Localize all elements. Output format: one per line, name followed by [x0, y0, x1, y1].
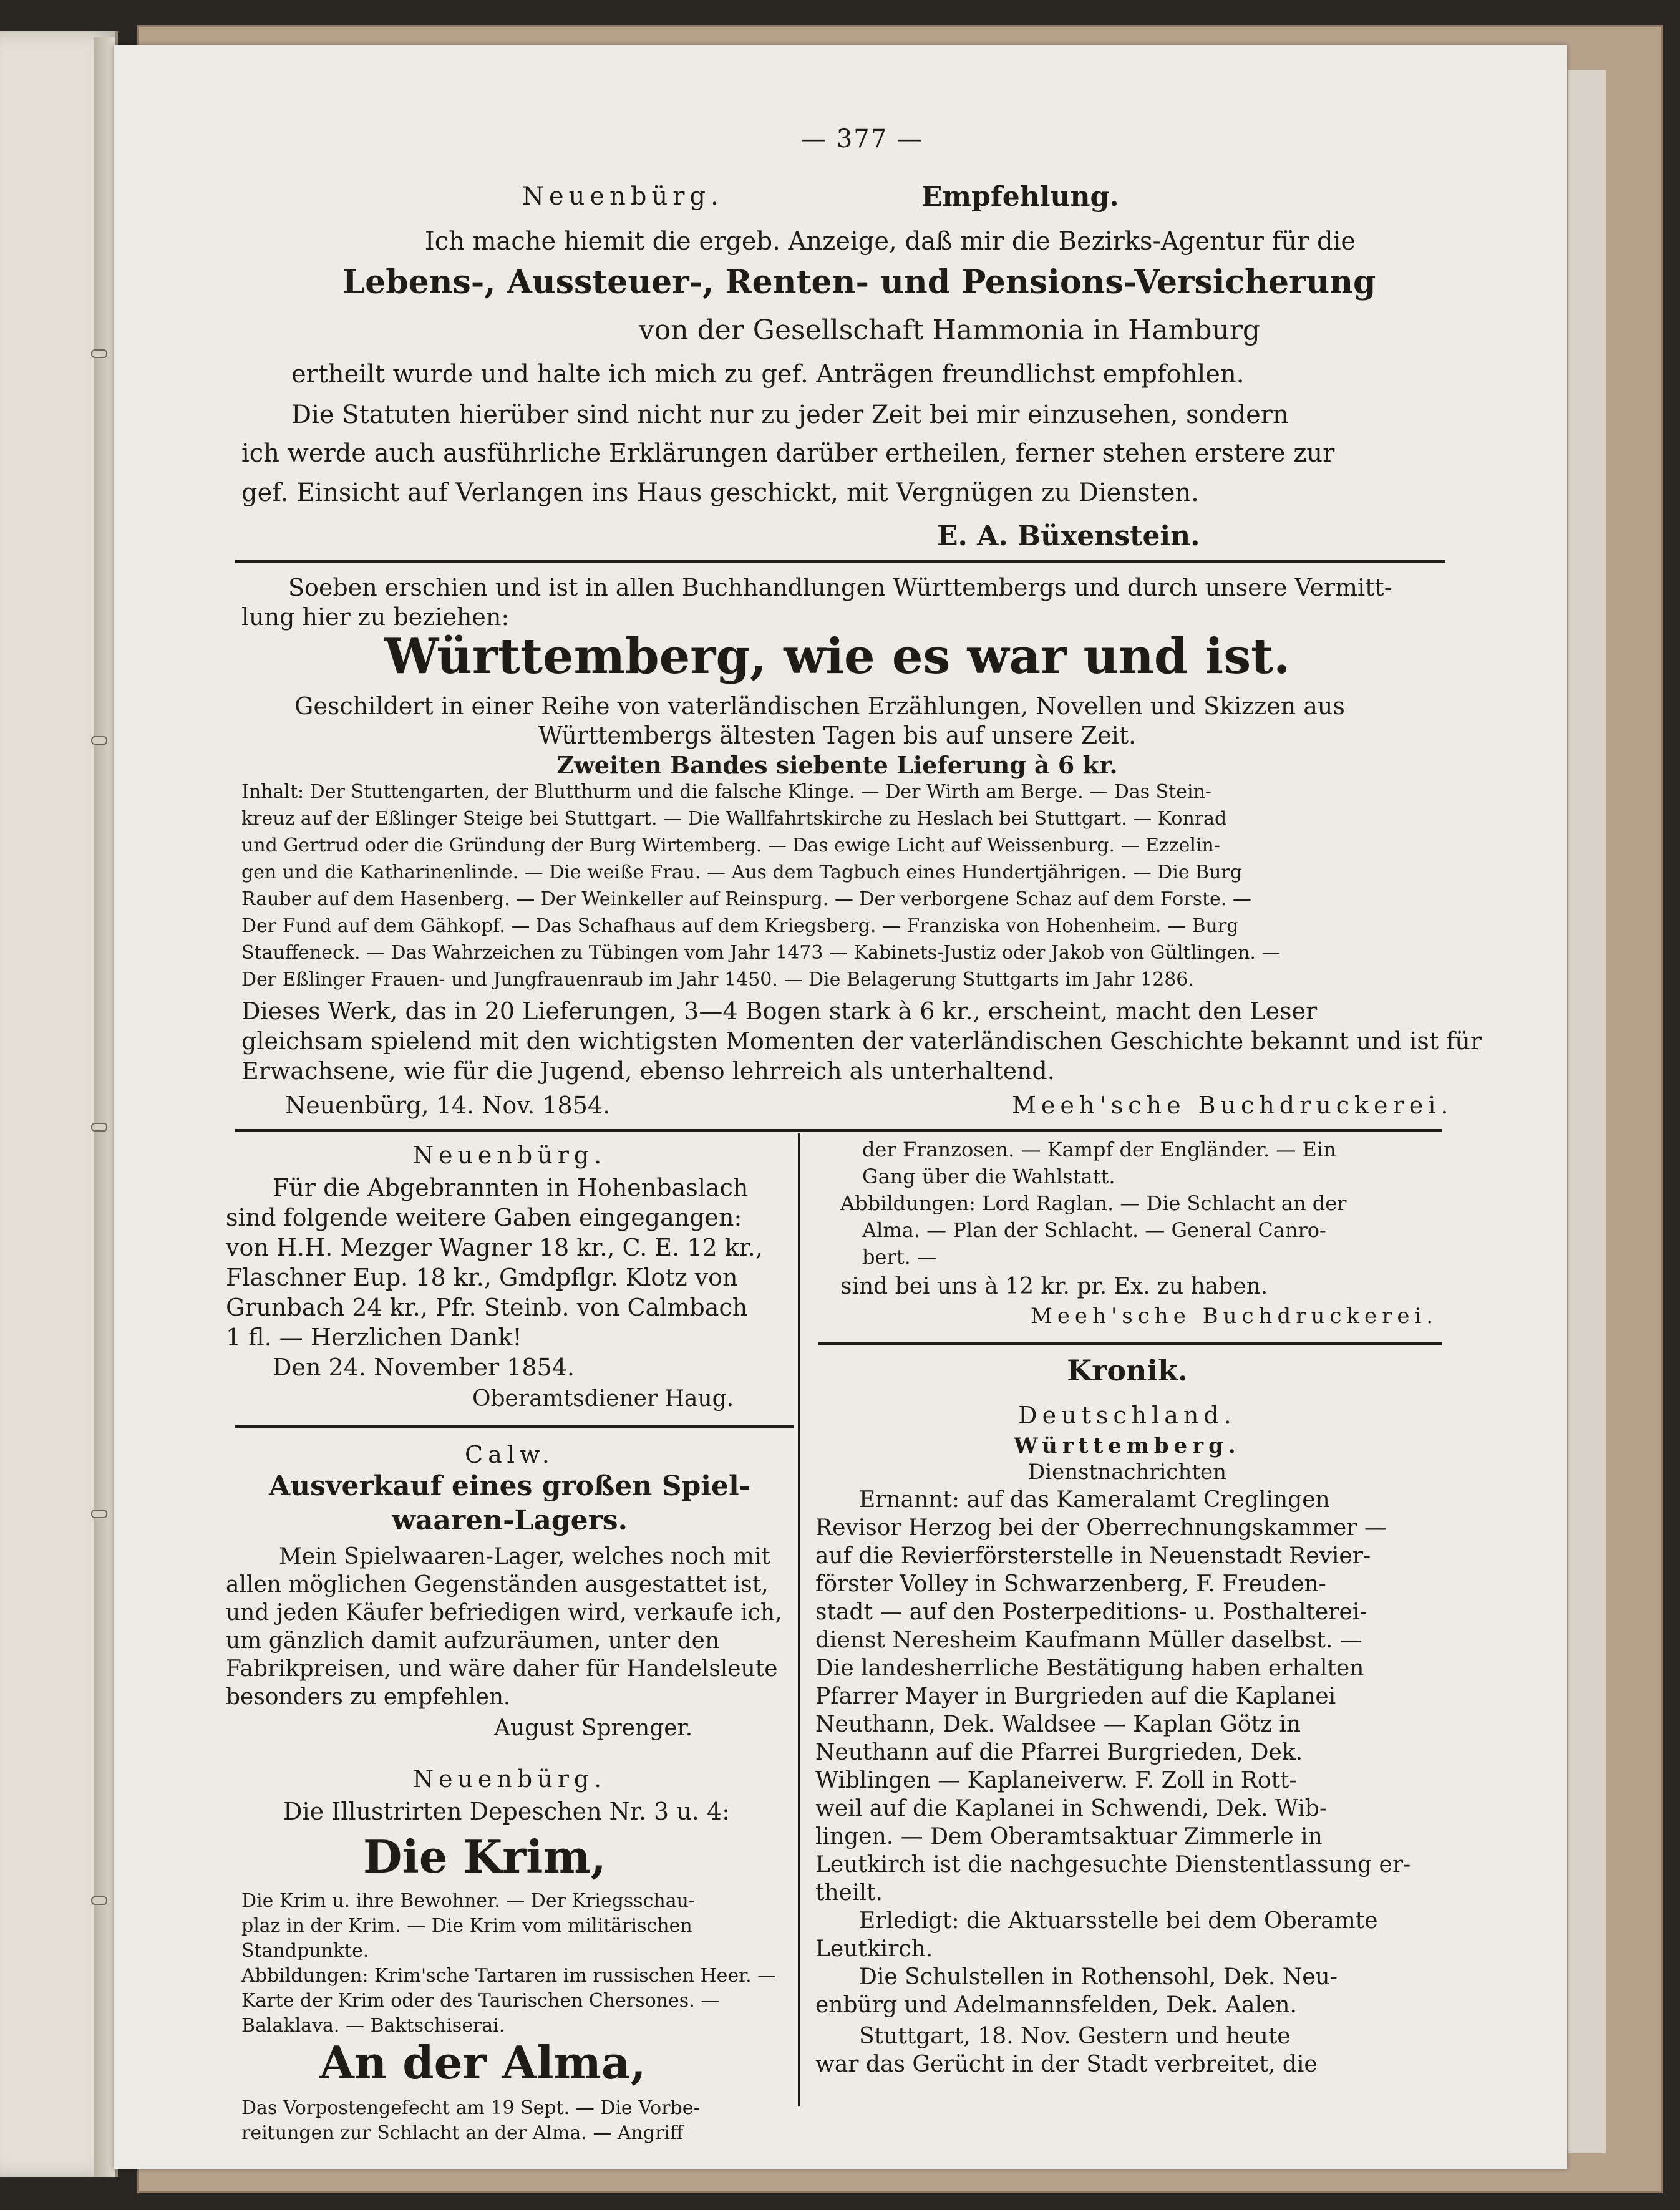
chronicle-state: Württemberg. — [1014, 1433, 1241, 1458]
krim-continued-line: bert. — — [862, 1245, 937, 1269]
chronicle-line: enbürg und Adelmannsfelden, Dek. Aalen. — [815, 1992, 1297, 2018]
chronicle-line: Leutkirch. — [815, 1936, 933, 1962]
ad2-title: Württemberg, wie es war und ist. — [384, 628, 1291, 685]
ad2-contents-line: gen und die Katharinenlinde. — Die weiße Frau. — Aus dem Tagbuch eines Hundertjährigen. — Die Burg — [241, 861, 1243, 883]
krim-continued-line: Alma. — Plan der Schlacht. — General Canro- — [862, 1218, 1326, 1242]
chronicle-line: Die landesherrliche Bestätigung haben erhalten — [815, 1655, 1364, 1681]
chronicle-line: stadt — auf den Posterpeditions- u. Posthalterei- — [815, 1599, 1367, 1625]
ad1-line: ertheilt wurde und halte ich mich zu gef. Anträgen freundlichst empfohlen. — [291, 360, 1245, 389]
ad2-subtitle: Württembergs ältesten Tagen bis auf unsere Zeit. — [538, 722, 1137, 749]
krim-continued-line: Abbildungen: Lord Raglan. — Die Schlacht an der — [840, 1191, 1347, 1215]
ad1-heading: Empfehlung. — [921, 181, 1119, 213]
chronicle-country: Deutschland. — [1018, 1402, 1236, 1429]
ad1-line: ich werde auch ausführliche Erklärungen darüber ertheilen, ferner stehen erstere zur — [241, 439, 1335, 468]
ad2-dateline: Neuenbürg, 14. Nov. 1854. — [285, 1092, 611, 1119]
krim-continued-line: Gang über die Wahlstatt. — [862, 1165, 1115, 1188]
donation-line: 1 fl. — Herzlichen Dank! — [226, 1324, 522, 1351]
chronicle-line: Erledigt: die Aktuarsstelle bei dem Oberamte — [859, 1908, 1378, 1934]
binding-stitch — [91, 349, 107, 358]
chronicle-line: Revisor Herzog bei der Oberrechnungskammer — — [815, 1515, 1387, 1541]
krim-title: Die Krim, — [363, 1830, 606, 1883]
chronicle-line: dienst Neresheim Kaufmann Müller daselbst. — — [815, 1627, 1362, 1653]
ad2-signature: Meeh'sche Buchdruckerei. — [1012, 1092, 1454, 1119]
divider — [235, 1129, 1442, 1132]
ad2-contents-line: kreuz auf der Eßlinger Steige bei Stuttgart. — Die Wallfahrtskirche zu Heslach bei Stuttgart. — Konrad — [241, 808, 1227, 830]
ad1-line: gef. Einsicht auf Verlangen ins Haus geschickt, mit Vergnügen zu Diensten. — [241, 478, 1199, 507]
ad1-line: Ich mache hiemit die ergeb. Anzeige, daß mir die Bezirks-Agentur für die — [424, 227, 1356, 256]
krim-line: Die Krim u. ihre Bewohner. — Der Kriegsschau- — [241, 1890, 696, 1912]
ad2-edition: Zweiten Bandes siebente Lieferung à 6 kr. — [556, 751, 1118, 779]
ad2-body: Erwachsene, wie für die Jugend, ebenso lehrreich als unterhaltend. — [241, 1057, 1055, 1085]
krim-line: Abbildungen: Krim'sche Tartaren im russischen Heer. — — [241, 1965, 777, 1987]
divider — [818, 1342, 1442, 1345]
ad1-company: von der Gesellschaft Hammonia in Hamburg — [638, 314, 1261, 346]
ad2-contents-line: Rauber auf dem Hasenberg. — Der Weinkeller auf Reinspurg. — Der verborgene Schaz auf dem Forste. — — [241, 888, 1251, 910]
toys-heading: waaren-Lagers. — [392, 1505, 628, 1536]
chronicle-line: war das Gerücht in der Stadt verbreitet, die — [815, 2052, 1318, 2077]
ad1-insurance-types: Lebens-, Aussteuer-, Renten- und Pensions-Versicherung — [342, 263, 1376, 301]
alma-line: Das Vorpostengefecht am 19 Sept. — Die Vorbe- — [241, 2097, 700, 2119]
chronicle-line: Neuthann auf die Pfarrei Burgrieden, Dek. — [815, 1740, 1303, 1765]
chronicle-line: theilt. — [815, 1880, 883, 1906]
column-divider — [798, 1133, 800, 2106]
divider — [235, 1425, 794, 1428]
chronicle-line: auf die Revierförsterstelle in Neuenstadt Revier- — [815, 1543, 1371, 1569]
toys-line: und jeden Käufer befriedigen wird, verkaufe ich, — [226, 1600, 782, 1626]
ad2-contents-line: Der Fund auf dem Gähkopf. — Das Schafhaus auf dem Kriegsberg. — Franziska von Hohenheim. — Burg — [241, 915, 1239, 937]
toys-line: allen möglichen Gegenständen ausgestattet ist, — [226, 1572, 769, 1597]
krim-line: plaz in der Krim. — Die Krim vom militärischen — [241, 1915, 692, 1937]
chronicle-line: weil auf die Kaplanei in Schwendi, Dek. Wib- — [815, 1796, 1328, 1821]
chronicle-line: Pfarrer Mayer in Burgrieden auf die Kaplanei — [815, 1684, 1336, 1709]
toys-line: Fabrikpreisen, und wäre daher für Handelsleute — [226, 1656, 778, 1682]
ad2-contents-line: Stauffeneck. — Das Wahrzeichen zu Tübingen vom Jahr 1473 — Kabinets-Justiz oder Jakob von Gültlingen. — — [241, 942, 1281, 964]
newspaper-page — [114, 45, 1567, 2169]
krim-line: Karte der Krim oder des Taurischen Chersones. — — [241, 1990, 720, 2012]
binding-stitch — [91, 736, 107, 745]
donation-line: Flaschner Eup. 18 kr., Gmdpflgr. Klotz von — [226, 1264, 738, 1291]
donation-line: von H.H. Mezger Wagner 18 kr., C. E. 12 kr., — [226, 1234, 763, 1261]
ad2-contents-line: Der Eßlinger Frauen- und Jungfrauenraub im Jahr 1450. — Die Belagerung Stuttgarts im Jahr 1286. — [241, 969, 1194, 991]
book-binding — [94, 37, 115, 2177]
chronicle-line: Die Schulstellen in Rothensohl, Dek. Neu- — [859, 1964, 1338, 1990]
toys-line: besonders zu empfehlen. — [226, 1684, 511, 1710]
toys-line: Mein Spielwaaren-Lager, welches noch mit — [279, 1544, 770, 1569]
ad2-contents-line: Inhalt: Der Stuttengarten, der Blutthurm und die falsche Klinge. — Der Wirth am Berge. — Das Stein- — [241, 781, 1212, 803]
chronicle-line: Stuttgart, 18. Nov. Gestern und heute — [859, 2023, 1291, 2049]
chronicle-line: Leutkirch ist die nachgesuchte Dienstentlassung er- — [815, 1852, 1411, 1878]
chronicle-line: lingen. — Dem Oberamtsaktuar Zimmerle in — [815, 1824, 1323, 1849]
krim-signature: Meeh'sche Buchdruckerei. — [1031, 1304, 1439, 1329]
toys-heading: Ausverkauf eines großen Spiel- — [269, 1470, 750, 1502]
ad2-contents-line: und Gertrud oder die Gründung der Burg Wirtemberg. — Das ewige Licht auf Weissenburg. — Ezzelin- — [241, 835, 1220, 856]
krim-price: sind bei uns à 12 kr. pr. Ex. zu haben. — [840, 1274, 1268, 1299]
donation-date: Den 24. November 1854. — [273, 1354, 575, 1381]
donation-line: Grunbach 24 kr., Pfr. Steinb. von Calmbach — [226, 1294, 748, 1321]
toys-signature: August Sprenger. — [494, 1715, 693, 1741]
ad1-place: Neuenbürg. — [522, 182, 724, 211]
page-number: — 377 — — [801, 125, 923, 153]
chronicle-section: Dienstnachrichten — [1027, 1460, 1227, 1485]
krim-continued-line: der Franzosen. — Kampf der Engländer. — Ein — [862, 1138, 1336, 1161]
ad1-line: Die Statuten hierüber sind nicht nur zu jeder Zeit bei mir einzusehen, sondern — [291, 400, 1289, 429]
chronicle-title: Kronik. — [1067, 1354, 1188, 1387]
divider — [235, 560, 1445, 563]
ad2-body: Dieses Werk, das in 20 Lieferungen, 3—4 Bogen stark à 6 kr., erscheint, macht den Leser — [241, 997, 1318, 1025]
alma-line: reitungen zur Schlacht an der Alma. — Angriff — [241, 2122, 684, 2144]
ad1-signature: E. A. Büxenstein. — [937, 520, 1200, 552]
binding-stitch — [91, 1896, 107, 1905]
ad2-intro: Soeben erschien und ist in allen Buchhandlungen Württembergs und durch unsere Vermitt- — [288, 574, 1392, 601]
toys-line: um gänzlich damit aufzuräumen, unter den — [226, 1628, 720, 1654]
alma-title: An der Alma, — [319, 2036, 646, 2089]
krim-place: Neuenbürg. — [412, 1765, 607, 1793]
donation-line: Für die Abgebrannten in Hohenbaslach — [273, 1174, 749, 1201]
binding-stitch — [91, 1123, 107, 1132]
ad2-subtitle: Geschildert in einer Reihe von vaterländischen Erzählungen, Novellen und Skizzen aus — [294, 692, 1345, 720]
toys-place: Calw. — [465, 1441, 555, 1468]
donation-place: Neuenbürg. — [412, 1141, 607, 1169]
krim-intro: Die Illustrirten Depeschen Nr. 3 u. 4: — [283, 1798, 730, 1825]
ad2-intro: lung hier zu beziehen: — [241, 603, 510, 631]
krim-line: Standpunkte. — [241, 1940, 369, 1962]
chronicle-line: förster Volley in Schwarzenberg, F. Freuden- — [815, 1571, 1326, 1597]
chronicle-line: Ernannt: auf das Kameralamt Creglingen — [859, 1487, 1330, 1513]
krim-line: Balaklava. — Baktschiserai. — [241, 2015, 505, 2037]
chronicle-line: Neuthann, Dek. Waldsee — Kaplan Götz in — [815, 1712, 1301, 1737]
donation-line: sind folgende weitere Gaben eingegangen: — [226, 1204, 742, 1231]
page-stack-edge — [1567, 70, 1606, 2153]
ad2-body: gleichsam spielend mit den wichtigsten Momenten der vaterländischen Geschichte bekannt und ist für — [241, 1027, 1482, 1055]
donation-signature: Oberamtsdiener Haug. — [472, 1386, 734, 1412]
chronicle-line: Wiblingen — Kaplaneiverw. F. Zoll in Rott- — [815, 1768, 1297, 1793]
binding-stitch — [91, 1510, 107, 1518]
